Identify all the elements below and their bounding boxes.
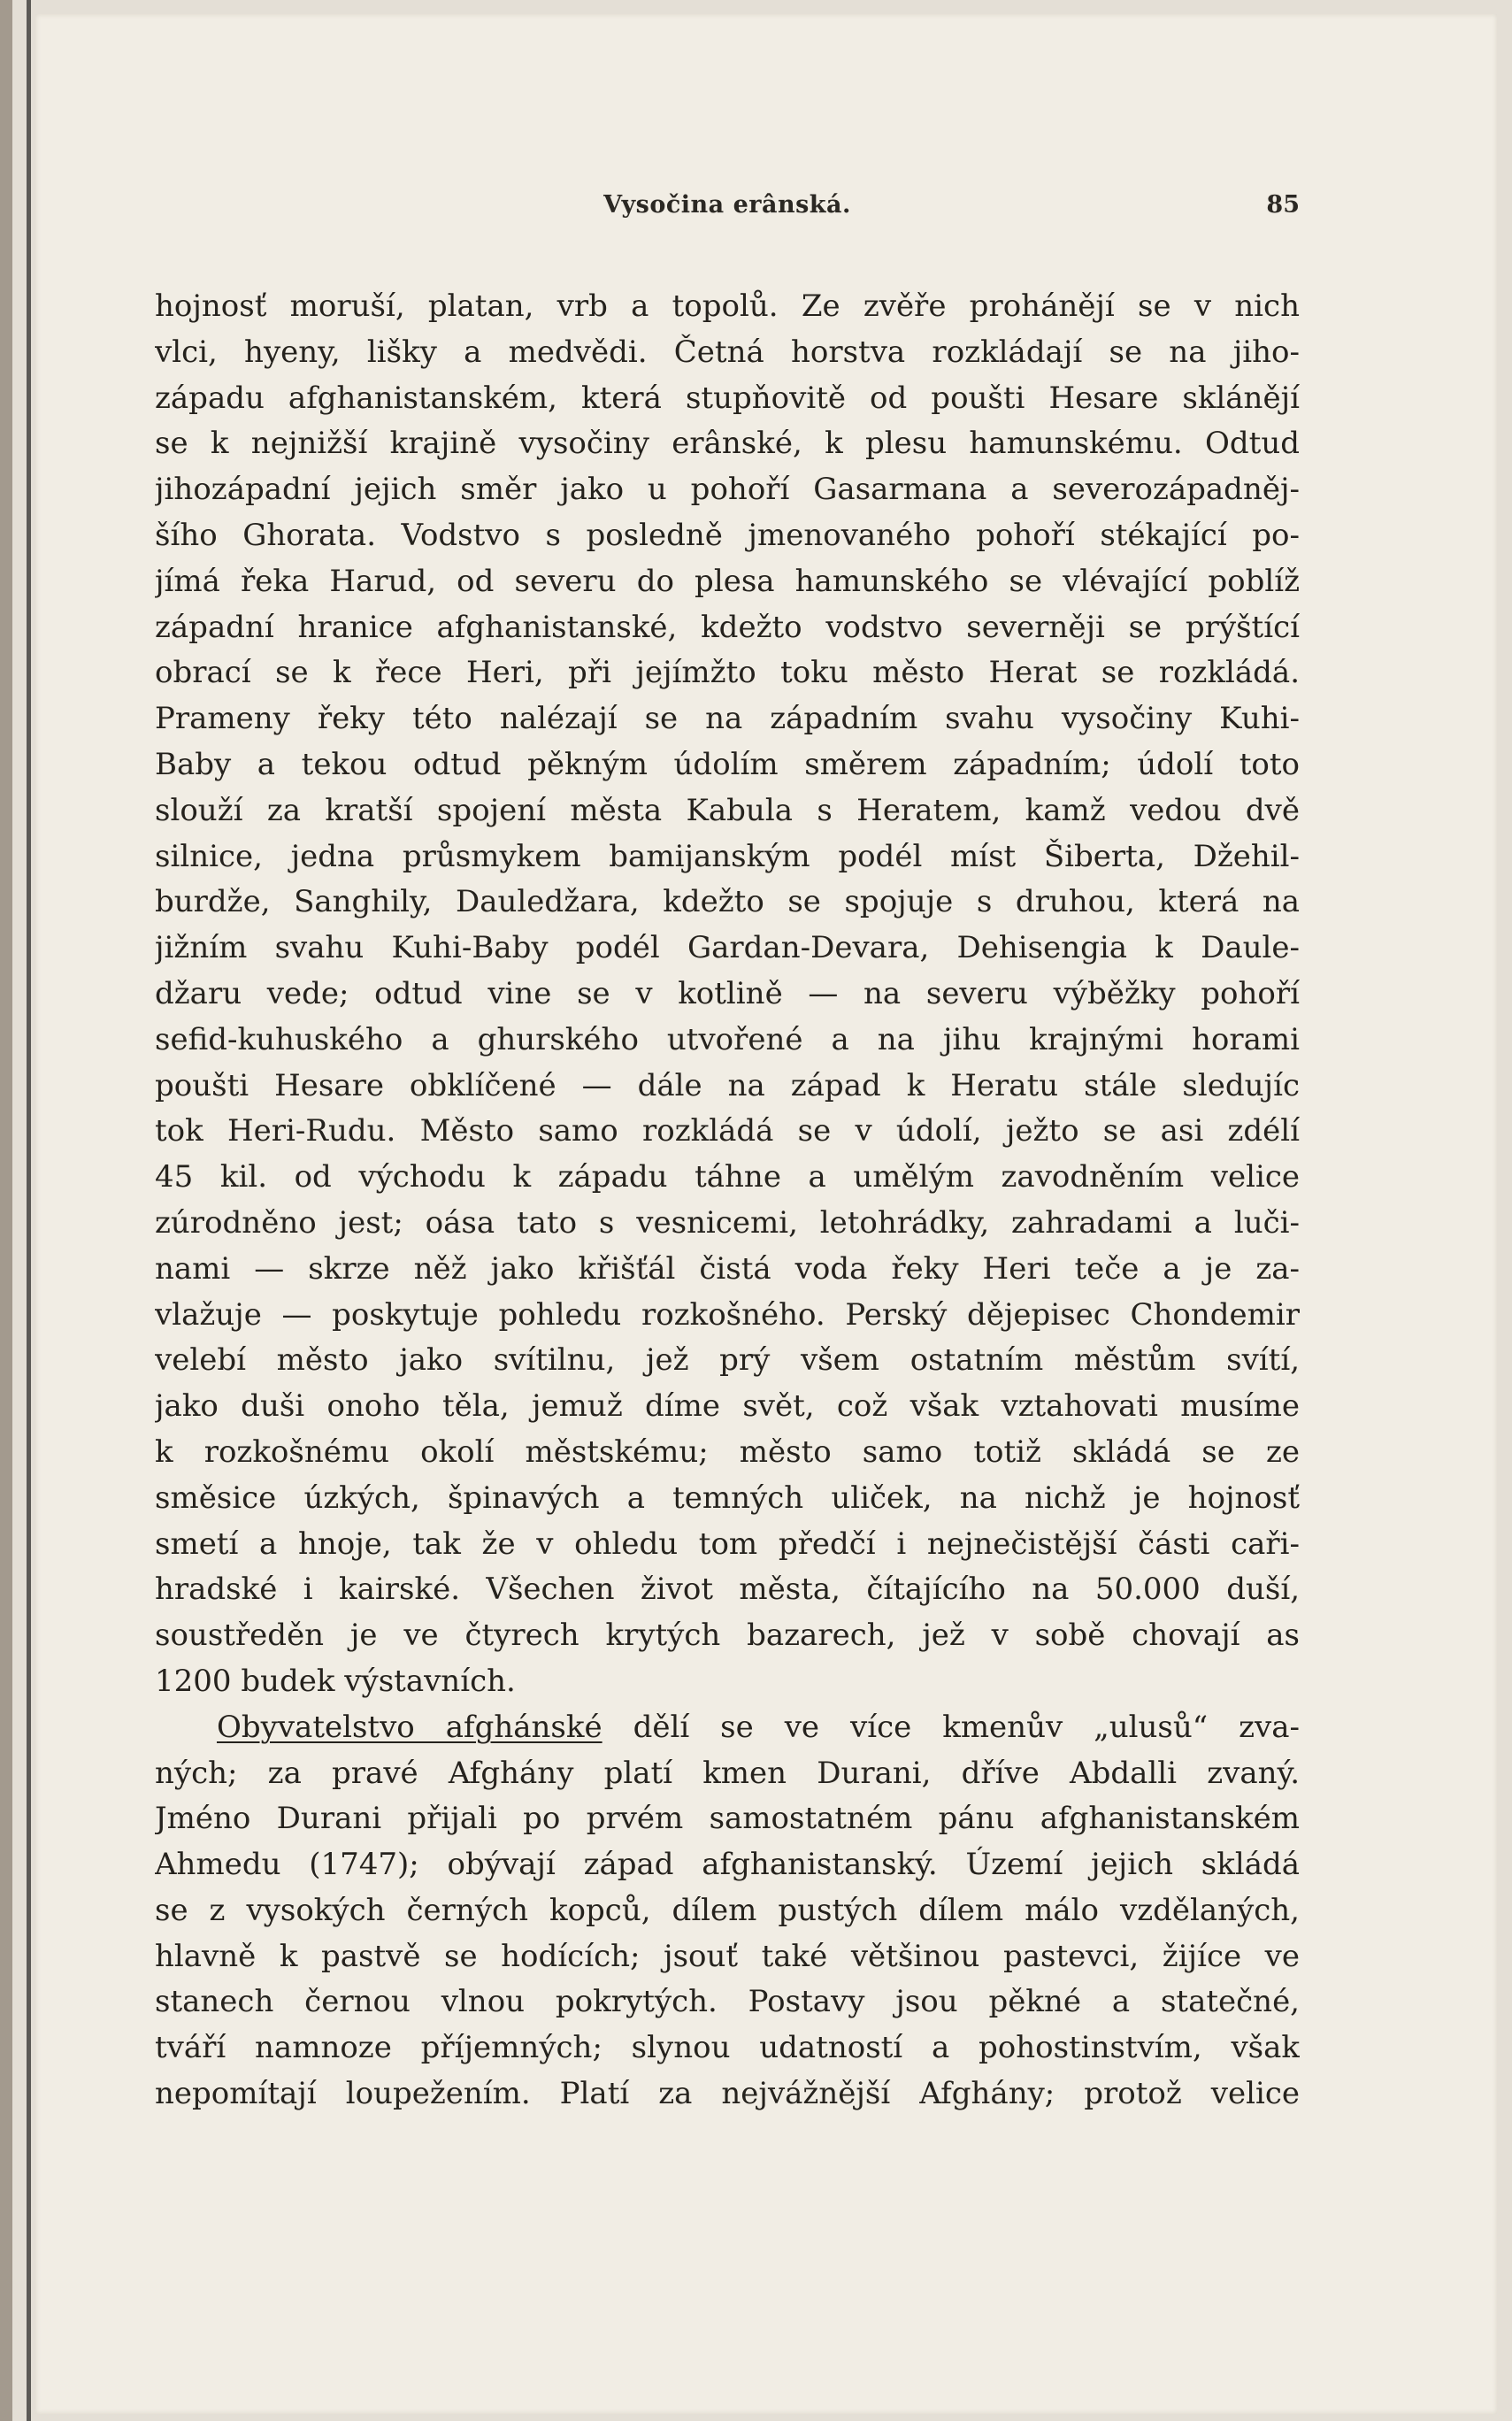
- paragraph-1: [155, 284, 1300, 1705]
- text-line: jímá řeka Harud, od severu do plesa hamunského se vlévající poblíž: [155, 563, 1300, 599]
- text-line: západní hranice afghanistanské, kdežto vodstvo severněji se prýštící: [155, 609, 1300, 645]
- text-line: stanech černou vlnou pokrytých. Postavy jsou pěkné a statečné,: [155, 1984, 1300, 2020]
- text-line: sefid-kuhuského a ghurského utvořené a na jihu krajnými horami: [155, 1021, 1300, 1057]
- binding-shadow: [0, 0, 12, 2421]
- text-line: jihozápadní jejich směr jako u pohoří Gasarmana a severozápadněj-: [155, 472, 1300, 508]
- binding-edge: [27, 0, 31, 2421]
- text-line: vlažuje — poskytuje pohledu rozkošného. Perský dějepisec Chondemir: [155, 1296, 1300, 1333]
- text-line: šího Ghorata. Vodstvo s posledně jmenovaného pohoří stékající po-: [155, 517, 1300, 553]
- text-line: hojnosť moruší, platan, vrb a topolů. Ze zvěře prohánějí se v nich: [155, 288, 1300, 324]
- page-number: 85: [1266, 191, 1300, 219]
- text-line: soustředěn je ve čtyrech krytých bazarech, jež v sobě chovají as: [155, 1618, 1300, 1654]
- text-line: burdže, Sanghily, Dauledžara, kdežto se spojuje s druhou, která na: [155, 884, 1300, 920]
- underlined-heading: Obyvatelstvo afghánské: [217, 1709, 602, 1745]
- text-line: se k nejnižší krajině vysočiny erânské, k plesu hamunskému. Odtud: [155, 426, 1300, 462]
- text-line: Ahmedu (1747); obývají západ afghanistanský. Území jejich skládá: [155, 1847, 1300, 1883]
- paragraph-2: [155, 1705, 1300, 2117]
- text-line: hradské i kairské. Všechen život města, čítajícího na 50.000 duší,: [155, 1572, 1300, 1608]
- text-line: obrací se k řece Heri, při jejímžto toku město Herat se rozkládá.: [155, 655, 1300, 691]
- text-line: tok Heri-Rudu. Město samo rozkládá se v údolí, ježto se asi zdélí: [155, 1113, 1300, 1149]
- text-line: Jméno Durani přijali po prvém samostatném pánu afghanistanském: [155, 1801, 1300, 1837]
- text-line: poušti Hesare obklíčené — dále na západ k Heratu stále sledujíc: [155, 1067, 1300, 1103]
- text-line: džaru vede; odtud vine se v kotlině — na severu výběžky pohoří: [155, 975, 1300, 1011]
- text-line: nami — skrze něž jako křišťál čistá voda řeky Heri teče a je za-: [155, 1250, 1300, 1287]
- text-line: velebí město jako svítilnu, jež prý všem ostatním městům svítí,: [155, 1342, 1300, 1379]
- text-line: 45 kil. od východu k západu táhne a umělým zavodněním velice: [155, 1159, 1300, 1195]
- text-line: ných; za pravé Afghány platí kmen Durani, dříve Abdalli zvaný.: [155, 1755, 1300, 1791]
- text-line: jižním svahu Kuhi-Baby podél Gardan-Devara, Dehisengia k Daule-: [155, 930, 1300, 966]
- text-line: směsice úzkých, špinavých a temných uliček, na nichž je hojnosť: [155, 1480, 1300, 1516]
- text-line: západu afghanistanském, která stupňovitě od poušti Hesare sklánějí: [155, 380, 1300, 416]
- text-line-rest: dělí se ve více kmenův „ulusů“ zva-: [602, 1709, 1300, 1745]
- text-line: jako duši onoho těla, jemuž díme svět, což však vztahovati musíme: [155, 1388, 1300, 1425]
- text-line: hlavně k pastvě se hodících; jsouť také většinou pastevci, žijíce ve: [155, 1938, 1300, 1974]
- text-line: Baby a tekou odtud pěkným údolím směrem západním; údolí toto: [155, 746, 1300, 782]
- text-line: zúrodněno jest; oása tato s vesnicemi, letohrádky, zahradami a luči-: [155, 1204, 1300, 1241]
- book-page: [35, 14, 1497, 2414]
- running-title: Vysočina erânská.: [603, 191, 851, 219]
- text-line: 1200 budek výstavních.: [155, 1663, 516, 1699]
- text-line: tváří namnoze příjemných; slynou udatností a pohostinstvím, však: [155, 2030, 1300, 2066]
- text-line: slouží za kratší spojení města Kabula s Heratem, kamž vedou dvě: [155, 792, 1300, 828]
- text-line: nepomítají loupežením. Platí za nejvážnější Afghány; protož velice: [155, 2076, 1300, 2112]
- text-line: vlci, hyeny, lišky a medvědi. Četná horstva rozkládají se na jiho-: [155, 334, 1300, 370]
- text-line: [155, 1705, 1300, 1751]
- body-text: [155, 284, 1300, 2117]
- text-line: se z vysokých černých kopců, dílem pustých dílem málo vzdělaných,: [155, 1892, 1300, 1928]
- text-line: silnice, jedna průsmykem bamijanským podél míst Šiberta, Džehil-: [155, 838, 1300, 874]
- text-line: Prameny řeky této nalézají se na západním svahu vysočiny Kuhi-: [155, 701, 1300, 737]
- text-line: k rozkošnému okolí městskému; město samo totiž skládá se ze: [155, 1433, 1300, 1470]
- running-head: [155, 191, 1300, 230]
- text-line: smetí a hnoje, tak že v ohledu tom předčí i nejnečistější části caři-: [155, 1526, 1300, 1562]
